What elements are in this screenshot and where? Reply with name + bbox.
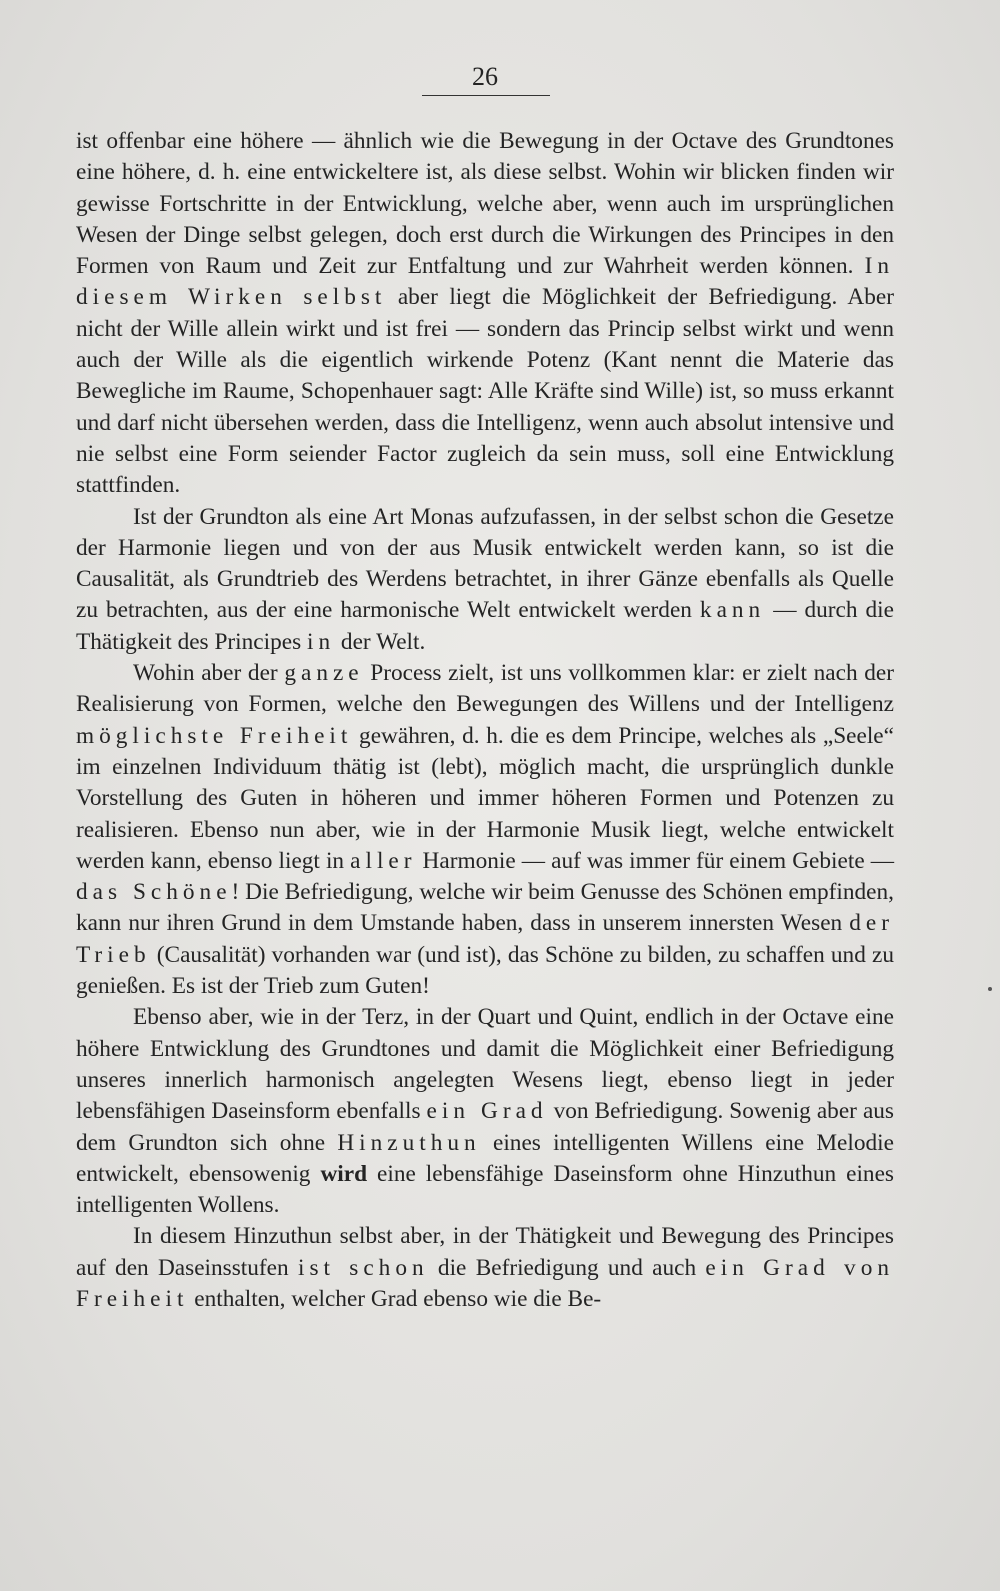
text-run: In diesem Hinzuthun selbst aber, in der Thätigkeit und Bewegung des Principes auf den Daseinsstufen — [76, 1223, 894, 1281]
page-number: 26 — [472, 62, 498, 91]
text-run: ist offenbar eine höhere — ähnlich wie die Bewegung in der Octave des Grundtones eine höhere, d. h. eine entwickeltere ist, als diese selbst. Wohin wir blicken finden wir gewisse Fortschritte in der Entwicklung, welche aber, wenn auch im ursprünglichen Wesen der Dinge selbst gelegen, doch erst durch die Wirkungen des Principes in den Formen von Raum und Zeit zur Entfaltung und zur Wahrheit werden können. — [76, 128, 894, 280]
spaced-emphasis-text: ist schon — [297, 1254, 429, 1281]
spaced-emphasis-text: In diesem Wirken selbst — [76, 253, 894, 311]
text-run: enthalten, welcher Grad ebenso wie die Be- — [188, 1285, 602, 1312]
spaced-emphasis-text: ein Grad von Freiheit — [76, 1254, 894, 1312]
text-run: eines intelligenten Willens eine Melodie entwickelt, ebensowenig — [76, 1129, 894, 1187]
spaced-emphasis-text: der Trieb — [76, 910, 894, 968]
text-run: eine lebensfähige Daseinsform ohne Hinzuthun eines intelligenten Wollens. — [76, 1160, 894, 1219]
page-number-rule — [422, 95, 550, 96]
text-run: Ebenso aber, wie in der Terz, in der Quart und Quint, endlich in der Octave eine höhere Entwicklung des Grundtones und damit die Möglichkeit einer Befriedigung unseres innerlich harmonisch angelegten Wesens liegt, ebenso liegt in jeder lebensfähigen Daseinsform ebenfalls — [76, 1004, 894, 1125]
text-run: Wohin aber der — [133, 660, 285, 687]
text-run: Ist der Grundton als eine Art Monas aufzufassen, in der selbst schon die Gesetze der Harmonie liegen und von der aus Musik entwickelt werden kann, so ist die Causalität, als Grundtrieb des Werdens betrachtet, in ihrer Gänze ebenfalls als Quelle zu betrachten, aus der eine harmonische Welt entwickelt werden — [76, 503, 894, 624]
spaced-emphasis-text: ganze — [284, 660, 364, 687]
paragraph — [76, 1221, 894, 1315]
spaced-emphasis-text: aller — [350, 847, 417, 874]
text-run: der Welt. — [335, 628, 426, 655]
paragraph — [76, 126, 894, 502]
paragraph — [76, 658, 894, 1002]
text-run: gewähren, d. h. die es dem Principe, welches als „Seele“ im einzelnen Individuum thätig ist (lebt), möglich macht, die ursprünglich dunkle Vorstellung des Guten in höheren und immer höheren Formen und Potenzen zu realisieren. Ebenso nun aber, wie in der Harmonie Musik liegt, welche entwickelt werden kann, ebenso liegt in — [76, 722, 894, 874]
text-run: aber liegt die Möglichkeit der Befriedigung. Aber nicht der Wille allein wirkt und ist frei — sondern das Princip selbst wirkt und wenn auch der Wille als die eigentlich wirkende Potenz (Kant nennt die Materie das Bewegliche im Raume, Schopenhauer sagt: Alle Kräfte sind Wille) ist, so muss erkannt und darf nicht übersehen werden, dass die Intelligenz, wenn auch absolut intensive und nie selbst eine Form seiender Factor zugleich da sein muss, soll eine Entwicklung stattfinden. — [76, 284, 894, 499]
text-run: ! Die Befriedigung, welche wir beim Genusse des Schönen empfinden, kann nur ihren Grund in dem Umstande haben, dass in unserem innersten Wesen — [76, 879, 894, 937]
text-run: Harmonie — auf was immer für einem Gebiete — — [416, 847, 894, 874]
ink-speck — [988, 987, 992, 991]
spaced-emphasis-text: Hinzuthun — [337, 1129, 481, 1156]
spaced-emphasis-text: in — [306, 628, 336, 655]
bold-emphasis-text: wird — [320, 1160, 368, 1187]
text-run: die Befriedigung und auch — [428, 1254, 706, 1281]
spaced-emphasis-text: kann — [699, 597, 766, 624]
paragraph — [76, 502, 894, 658]
text-run: Process zielt, ist uns vollkommen klar: er zielt nach der Realisierung von Formen, welche den Bewegungen des Willens und der Intelligenz — [76, 660, 894, 718]
spaced-emphasis-text: das Schöne — [76, 879, 232, 906]
spaced-emphasis-text: möglichste Freiheit — [76, 722, 353, 749]
paragraph — [76, 1002, 894, 1221]
text-run: (Causalität) vorhanden war (und ist), das Schöne zu bilden, zu schaffen und zu genießen. Es ist der Trieb zum Guten! — [76, 941, 894, 1000]
body-text — [76, 126, 894, 1315]
text-run: von Befriedigung. Sowenig aber aus dem Grundton sich ohne — [76, 1098, 894, 1156]
spaced-emphasis-text: ein Grad — [426, 1098, 548, 1125]
text-run: — durch die Thätigkeit des Principes — [76, 597, 894, 655]
